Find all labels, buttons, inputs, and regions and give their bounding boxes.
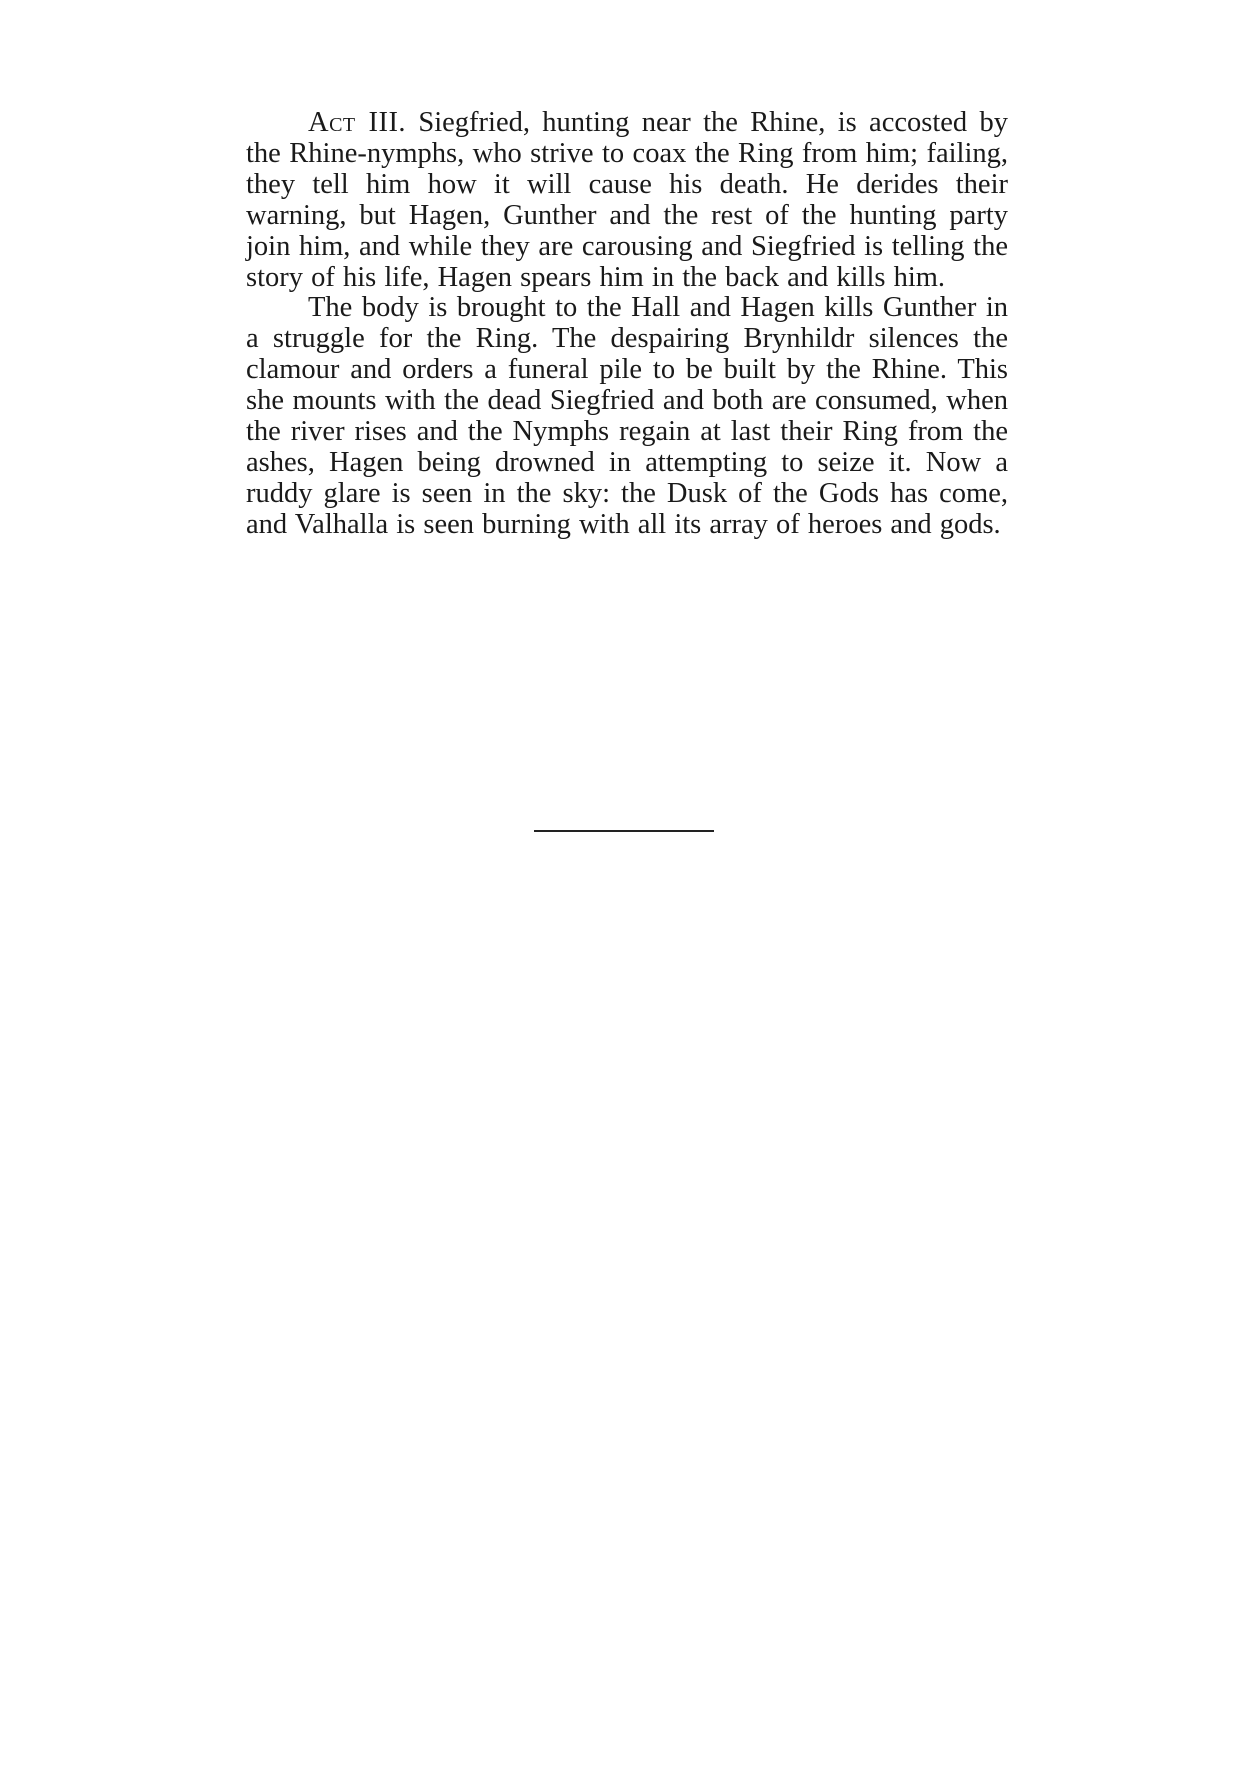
- section-divider-rule: [534, 830, 714, 832]
- paragraph-funeral: [246, 293, 1008, 540]
- paragraph-text: The body is brought to the Hall and Hagen kills Gunther in a struggle for the Ring. The despairing Brynhildr silences the clamour and orders a funeral pile to be built by the Rhine. This she mounts with the dead Siegfried and both are consumed, when the river rises and the Nymphs regain at last their Ring from the ashes, Hagen being drowned in attempting to seize it. Now a ruddy glare is seen in the sky: the Dusk of the Gods has come, and Valhalla is seen burning with all its array of heroes and gods.: [246, 292, 1008, 540]
- paragraph-act-iii: [246, 108, 1008, 293]
- body-text: [246, 108, 1008, 541]
- paragraph-text: Siegfried, hunting near the Rhine, is accosted by the Rhine-nymphs, who strive to coax the Ring from him; failing, they tell him how it will cause his death. He derides their warning, but Hagen, Gunther and the rest of the hunting party join him, and while they are carousing and Siegfried is telling the story of his life, Hagen spears him in the back and kills him.: [246, 107, 1008, 293]
- act-heading: Act III.: [308, 107, 407, 138]
